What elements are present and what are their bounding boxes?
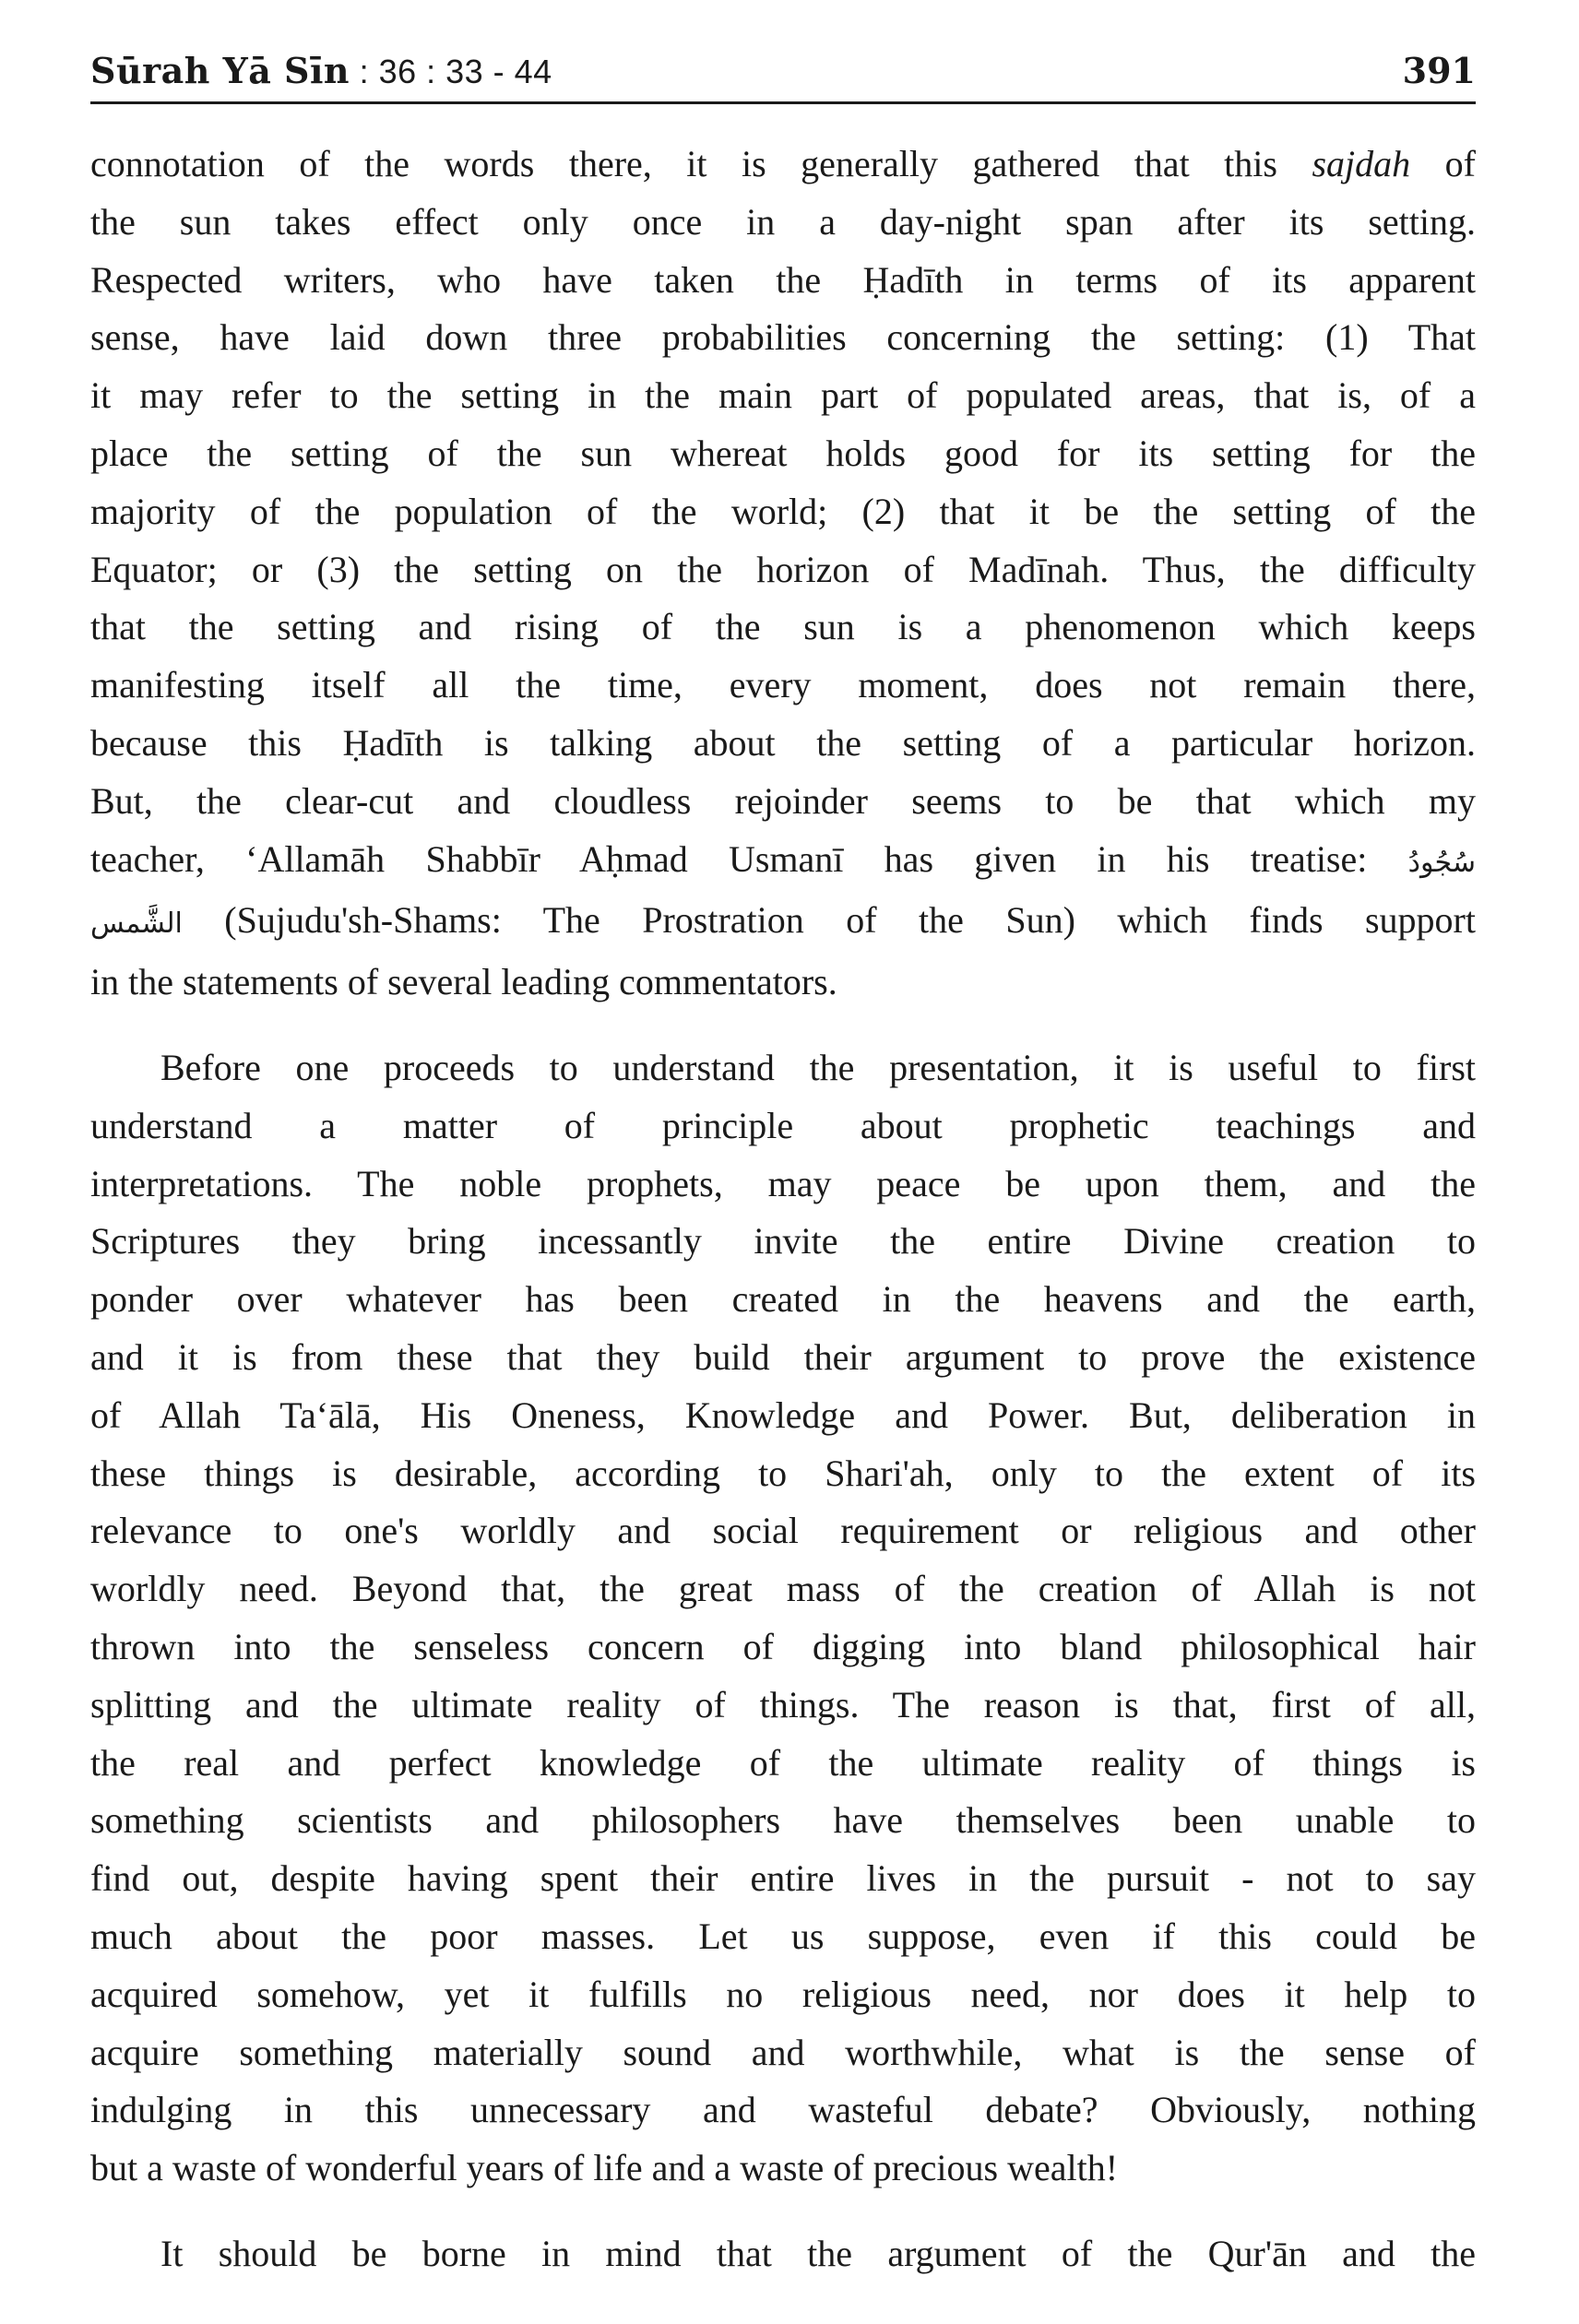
text-line: It should be borne in mind that the argument of the Qur'ān and the	[160, 2232, 1476, 2274]
text-line: But, the clear-cut and cloudless rejoinder seems to be that which my	[90, 779, 1476, 822]
running-head	[90, 44, 1476, 104]
text-line: but a waste of wonderful years of life and a waste of precious wealth!	[90, 2147, 1119, 2189]
text-line: teacher, ‘Allamāh Shabbīr Aḥmad Usmanī has given in his treatise: سُجُودُ	[90, 837, 1476, 880]
text-line: Respected writers, who have taken the Ḥadīth in terms of its apparent	[90, 258, 1476, 301]
text-line: of Allah Ta‘ālā, His Oneness, Knowledge and Power. But, deliberation in	[90, 1393, 1476, 1436]
text-line: connotation of the words there, it is generally gathered that this sajdah of	[90, 143, 1476, 184]
text-line: ponder over whatever has been created in the heavens and the earth,	[90, 1278, 1476, 1321]
arabic-text: الشَّمس	[90, 907, 183, 941]
page-number: 391	[1402, 50, 1476, 91]
text-line: that the setting and rising of the sun is a phenomenon which keeps	[90, 606, 1476, 648]
surah-title	[90, 50, 552, 91]
text-line: acquired somehow, yet it fulfills no religious need, nor does it help to	[90, 1973, 1476, 2015]
text-line: the sun takes effect only once in a day-night span after its setting.	[90, 200, 1476, 243]
text-line: splitting and the ultimate reality of things. The reason is that, first of all,	[90, 1683, 1476, 1725]
text-line: interpretations. The noble prophets, may peace be upon them, and the	[90, 1162, 1476, 1204]
text-line: in the statements of several leading commentators.	[90, 961, 837, 1003]
text-line: indulging in this unnecessary and wasteful debate? Obviously, nothing	[90, 2089, 1476, 2131]
surah-name: Sūrah Yā Sīn	[90, 50, 350, 91]
text-line: understand a matter of principle about prophetic teachings and	[90, 1104, 1476, 1146]
text-line: Before one proceeds to understand the presentation, it is useful to first	[160, 1046, 1476, 1088]
text-line: manifesting itself all the time, every moment, does not remain there,	[90, 664, 1476, 706]
text-line: Scriptures they bring incessantly invite the entire Divine creation to	[90, 1220, 1476, 1263]
text-line: acquire something materially sound and worthwhile, what is the sense of	[90, 2031, 1476, 2073]
text-line: sense, have laid down three probabilities concerning the setting: (1) That	[90, 316, 1476, 359]
paragraph	[90, 136, 1476, 1012]
text-line: thrown into the senseless concern of digging into bland philosophical hair	[90, 1625, 1476, 1667]
text-line: something scientists and philosophers have themselves been unable to	[90, 1799, 1476, 1842]
text-line: it may refer to the setting in the main part of populated areas, that is, of a	[90, 374, 1476, 417]
paragraph	[90, 1039, 1476, 2198]
text-line: because this Ḥadīth is talking about the setting of a particular horizon.	[90, 721, 1476, 764]
paragraph	[90, 2225, 1476, 2283]
page	[90, 44, 1476, 2283]
text-line: find out, despite having spent their entire lives in the pursuit - not to say	[90, 1857, 1476, 1900]
text-line: relevance to one's worldly and social requirement or religious and other	[90, 1510, 1476, 1552]
text-line: the real and perfect knowledge of the ultimate reality of things is	[90, 1741, 1476, 1784]
text-line: Equator; or (3) the setting on the horizon of Madīnah. Thus, the difficulty	[90, 548, 1476, 590]
text-line: majority of the population of the world; (2) that it be the setting of the	[90, 490, 1476, 532]
body-text	[90, 136, 1476, 2283]
arabic-text: سُجُودُ	[1407, 846, 1476, 879]
verse-reference: : 36 : 33 - 44	[350, 53, 552, 90]
text-line: and it is from these that they build their argument to prove the existence	[90, 1335, 1476, 1378]
text-line: place the setting of the sun whereat holds good for its setting for the	[90, 432, 1476, 474]
text-line: much about the poor masses. Let us suppose, even if this could be	[90, 1915, 1476, 1957]
italic-term: sajdah	[1312, 143, 1411, 184]
text-line: worldly need. Beyond that, the great mass of the creation of Allah is not	[90, 1568, 1476, 1610]
text-line: الشَّمس (Sujudu'sh-Shams: The Prostration of the Sun) which finds support	[90, 899, 1476, 942]
text-line: these things is desirable, according to Shari'ah, only to the extent of its	[90, 1452, 1476, 1494]
